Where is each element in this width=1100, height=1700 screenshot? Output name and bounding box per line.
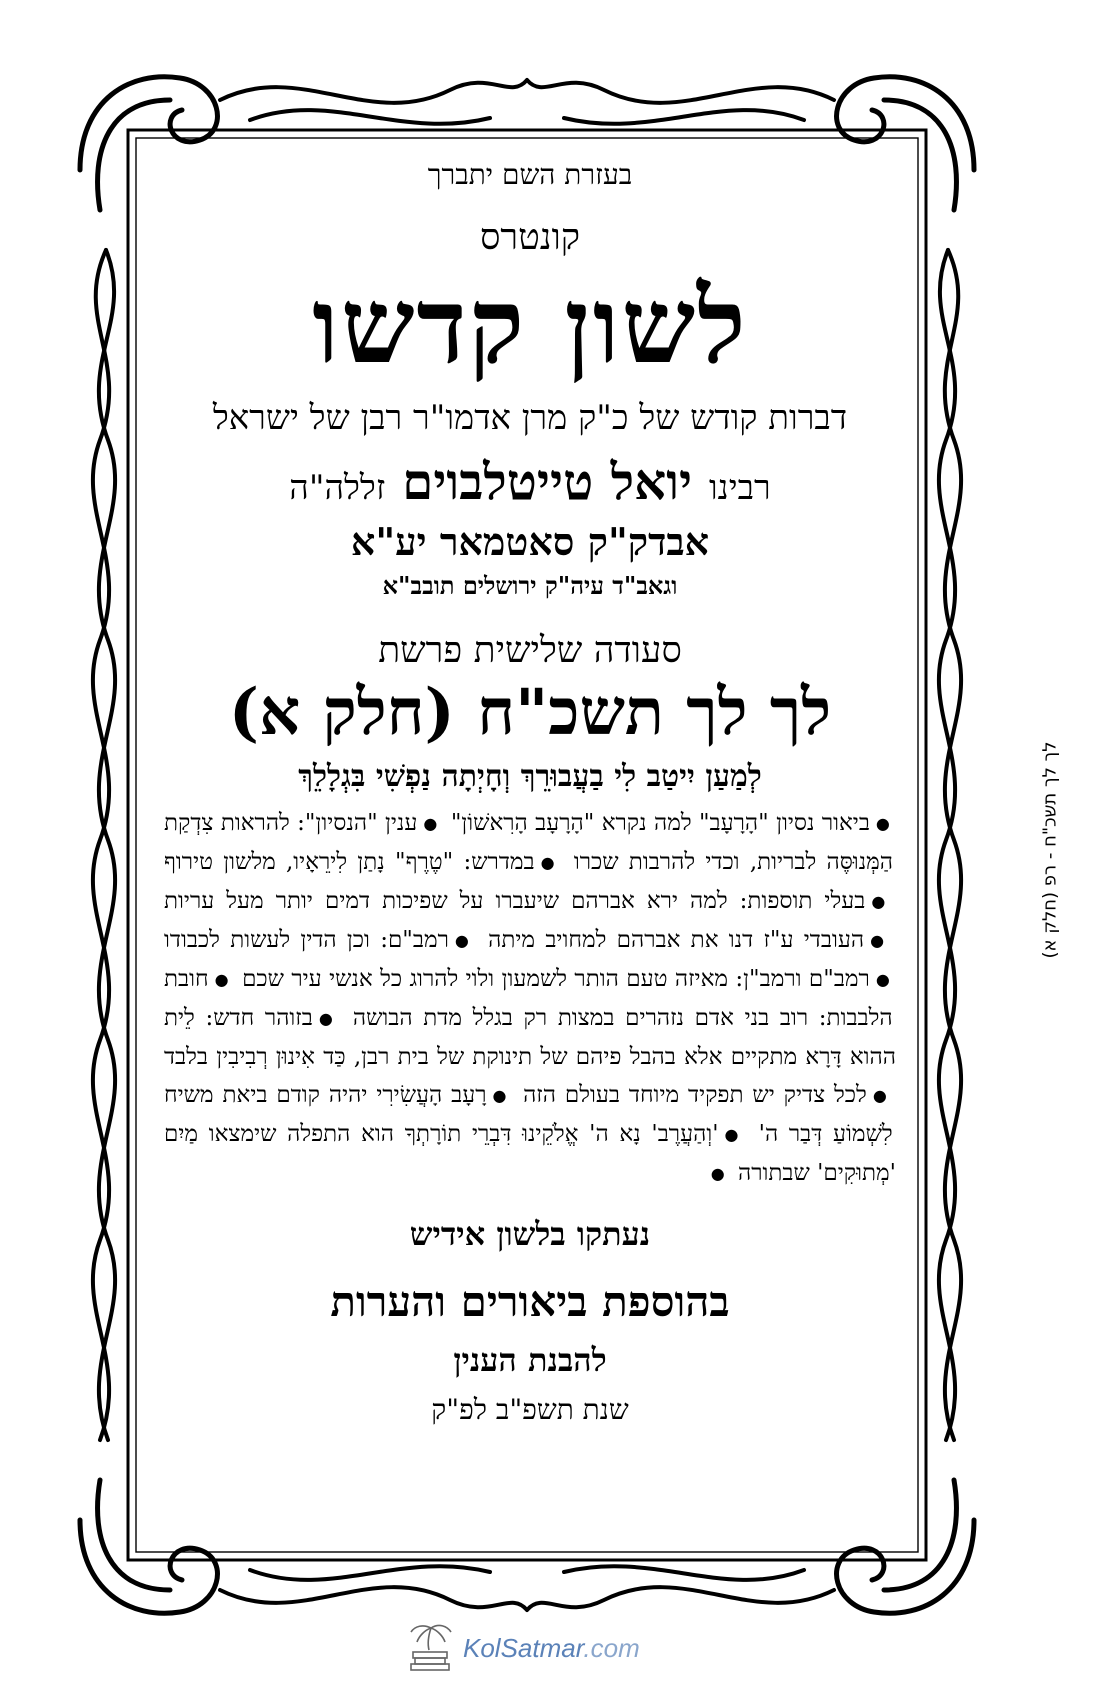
- topic-item: חובת הלבבות: רוב בני אדם נזהרים במצות רק בגלל מדת הבושה: [164, 966, 893, 1032]
- brand-name: [463, 1633, 640, 1664]
- title-page: [160, 140, 900, 1470]
- bullet-icon: ●: [871, 892, 890, 912]
- bullet-icon: ●: [710, 1164, 725, 1184]
- side-label-text: לך לך תשכ"ח - רפ (חלק א): [1039, 741, 1061, 959]
- topic-item: רָעָב הָעֲשִׂירִי יהיה קודם ביאת משיח לִשְׁמוֹעַ דְּבַר ה': [164, 1082, 893, 1148]
- bullet-icon: ●: [540, 853, 558, 873]
- brand-name-main: KolSatmar: [463, 1632, 584, 1663]
- bullet-icon: ●: [214, 970, 229, 990]
- bullet-icon: ●: [423, 814, 438, 834]
- topic-item: בזוהר חדש: לֵית ההוא דָּרָא מתקיים אלא בהבל פיהם של תינוקת של בית רבן, כַּד אִינוּן רְבִיבִין בלבד: [164, 1005, 896, 1071]
- verse-quote: לְמַעַן יִיטַב לִי בַעֲבוּרֵךְ וְחָיְתָה נַפְשִׁי בִּגְלָלֵךְ: [298, 759, 762, 795]
- author-title-secondary: וגאב"ד עיה"ק ירושלים תובב"א: [382, 570, 678, 600]
- subtitle: דברות קודש של כ"ק מרן אדמו"ר רבן של ישראל: [212, 397, 848, 438]
- blessing-header: בעזרת השם יתברך: [427, 158, 633, 191]
- topic-item: במדרש: "טֶרֶף" נָתַן לִירֵאָיו, מלשון טירוף: [164, 849, 535, 876]
- topic-item: רמב"ם: וכן הדין לעשות לכבודו: [164, 927, 449, 954]
- topic-item: העובדי ע"ז דנו את אברהם למחויב מיתה: [488, 927, 865, 954]
- brand-footer[interactable]: [405, 1618, 705, 1678]
- bullet-icon: ●: [492, 1086, 509, 1106]
- topic-item: ביאור נסיון "הָרָעָב" למה נקרא "הָרָעָב הָרִאשׁוֹן": [450, 810, 870, 837]
- main-title: לשון קדשו: [312, 264, 748, 387]
- topic-item: לכל צדיק יש תפקיד מיוחד בעולם הזה: [523, 1082, 867, 1109]
- author-prefix: רבינו: [708, 467, 771, 508]
- topic-item: ענין "הנסיון": להראות צִדְקַת הַמְּנוּסֶּה לבריות, וכדי להרבות שכרו: [164, 810, 894, 876]
- additions-note: בהוספת ביאורים והערות: [330, 1277, 730, 1327]
- bullet-icon: ●: [318, 1009, 337, 1029]
- bullet-icon: ●: [870, 931, 888, 951]
- translation-note: נעתקו בלשון אידיש: [409, 1215, 651, 1254]
- bullet-icon: ●: [875, 814, 890, 834]
- kuntres-label: קונטרס: [479, 217, 581, 258]
- author-suffix: זללה"ה: [289, 467, 386, 508]
- topic-item: רמב"ם ורמב"ן: מאיזה טעם הותר לשמעון ולוי להרוג כל אנשי עיר שכם: [242, 966, 870, 993]
- topic-item: בעלי תוספות: למה ירא אברהם שיעברו על שפיכות דמים יותר מעל עריות: [164, 888, 866, 915]
- topics-list: [160, 804, 900, 1193]
- bullet-icon: ●: [875, 970, 890, 990]
- author-title: אבדק"ק סאטמאר יע"א: [350, 518, 710, 564]
- author-name: יואל טייטלבוים: [402, 451, 693, 511]
- author-line: [160, 452, 900, 511]
- occasion-label: סעודה שלישית פרשת: [378, 629, 682, 671]
- bullet-icon: ●: [724, 1125, 742, 1145]
- topic-item: 'וְהַעֲרֶב' נָא ה' אֱלֹקֵינוּ דִּבְרֵי תוֹרָתְךָ הוא התפלה שימצאו מַיִם 'מְתוּקִים' שבתורה: [164, 1121, 896, 1187]
- palm-tree-books-logo: [405, 1620, 455, 1676]
- publication-year: שנת תשפ"ב לפ"ק: [431, 1393, 629, 1427]
- side-label: [1030, 735, 1070, 965]
- bullet-icon: ●: [872, 1086, 889, 1106]
- parsha-title: לך לך תשכ"ח (חלק א): [228, 674, 832, 750]
- understanding-note: להבנת הענין: [453, 1341, 607, 1380]
- bullet-icon: ●: [454, 931, 472, 951]
- brand-name-suffix: .com: [583, 1632, 640, 1663]
